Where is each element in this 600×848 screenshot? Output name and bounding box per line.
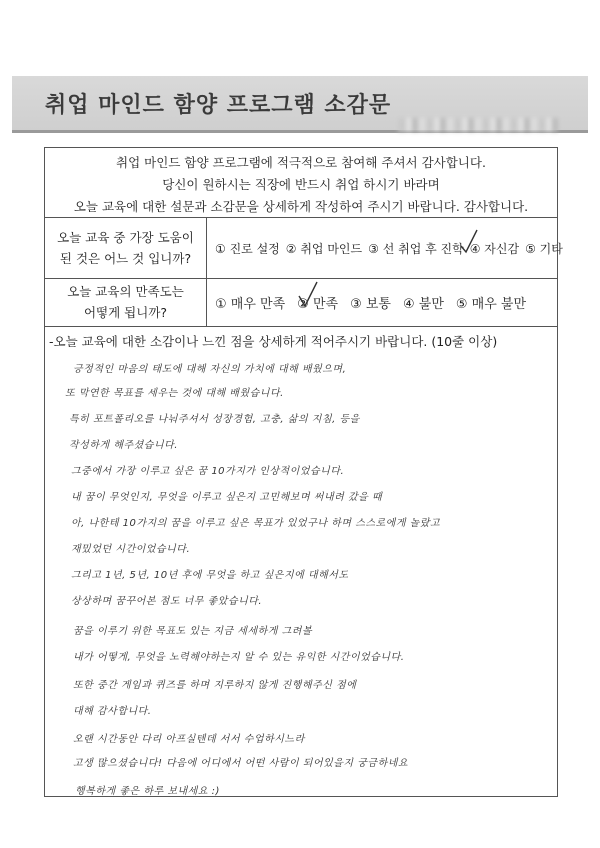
- handwritten-line: 대해 감사합니다.: [73, 706, 152, 717]
- option-other[interactable]: ⑤ 기타: [525, 241, 563, 256]
- option-very-satisfied[interactable]: ① 매우 만족: [215, 296, 286, 312]
- handwritten-line: 긍정적인 마음의 태도에 대해 자신의 가치에 대해 배웠으며,: [73, 364, 347, 375]
- handwritten-line: 재밌었던 시간이었습니다.: [71, 544, 191, 555]
- options-cell: [207, 278, 557, 326]
- intro-line: 당신이 원하시는 직장에 반드시 취업 하시기 바라며: [162, 177, 440, 192]
- handwritten-line: 행복하게 좋은 하루 보내세요 :): [75, 786, 220, 797]
- handwritten-line: 오랜 시간동안 다리 아프실텐데 서서 수업하시느라: [73, 734, 305, 745]
- handwritten-line: 작성하게 해주셨습니다.: [69, 440, 178, 451]
- handwritten-line: 내 꿈이 무엇인지, 무엇을 이루고 싶은지 고민해보며 써내려 갔을 때: [71, 492, 383, 503]
- question-cell: [45, 278, 207, 326]
- check-mark-icon: [459, 228, 479, 258]
- intro-line: 오늘 교육에 대한 설문과 소감문을 상세하게 작성하여 주시기 바랍니다. 감사합니다.: [73, 199, 529, 214]
- option-job-mind[interactable]: ② 취업 마인드: [285, 241, 363, 256]
- page-title: 취업 마인드 함양 프로그램 소감문: [45, 93, 392, 118]
- handwritten-line: 그리고 1년, 5년, 10년 후에 무엇을 하고 싶은지에 대해서도: [71, 570, 349, 581]
- handwritten-line: 또 막연한 목표를 세우는 것에 대해 배웠습니다.: [65, 388, 284, 399]
- handwritten-line: 상상하며 꿈꾸어본 점도 너무 좋았습니다.: [71, 596, 263, 607]
- question-cell: [45, 218, 207, 278]
- question-line: 오늘 교육 중 가장 도움이: [57, 230, 194, 245]
- handwritten-line: 그중에서 가장 이루고 싶은 꿈 10가지가 인상적이었습니다.: [71, 466, 345, 477]
- question-line: 오늘 교육의 만족도는: [67, 284, 184, 299]
- option-dissatisfied[interactable]: ④ 불만: [402, 296, 444, 312]
- handwritten-line: 또한 중간 게임과 퀴즈를 하며 지루하지 않게 진행해주신 점에: [73, 680, 357, 691]
- handwritten-line: 내가 어떻게, 무엇을 노력해야하는지 알 수 있는 유익한 시간이었습니다.: [73, 652, 405, 663]
- question-line: 어떻게 됩니까?: [83, 305, 168, 320]
- option-satisfied[interactable]: ② 만족: [297, 296, 339, 312]
- redacted-name: [398, 118, 558, 132]
- question-row-most-helpful: [45, 218, 563, 279]
- question-line: 된 것은 어느 것 입니까?: [59, 251, 192, 266]
- intro-box: [45, 148, 557, 218]
- essay-prompt: -오늘 교육에 대한 소감이나 느낀 점을 상세하게 적어주시기 바랍니다. (10줄 이상): [49, 334, 498, 349]
- check-mark-icon: [297, 280, 319, 312]
- handwritten-line: 고생 많으셨습니다! 다음에 어디에서 어떤 사람이 되어있을지 궁금하네요: [73, 758, 409, 769]
- option-confidence[interactable]: ④ 자신감: [469, 241, 520, 256]
- option-very-dissatisfied[interactable]: ⑤ 매우 불만: [455, 296, 527, 312]
- intro-line: 취업 마인드 함양 프로그램에 적극적으로 참여해 주셔서 감사합니다.: [116, 155, 486, 170]
- handwritten-line: 특히 포트폴리오를 나눠주셔서 성장경험, 고충, 삶의 지침, 등을: [69, 414, 360, 425]
- option-neutral[interactable]: ③ 보통: [350, 296, 391, 312]
- option-career-setting[interactable]: ① 진로 설정: [215, 241, 280, 256]
- handwritten-line: 아, 나한테 10가지의 꿈을 이루고 싶은 목표가 있었구나 하며 스스로에게 놀랐고: [71, 518, 441, 529]
- options-cell: [207, 218, 563, 278]
- option-job-first[interactable]: ③ 선 취업 후 진학: [368, 241, 464, 256]
- survey-form: [44, 147, 563, 797]
- handwritten-line: 꿈을 이루기 위한 목표도 있는 지금 세세하게 그려볼: [73, 626, 313, 637]
- question-row-satisfaction: [45, 278, 557, 327]
